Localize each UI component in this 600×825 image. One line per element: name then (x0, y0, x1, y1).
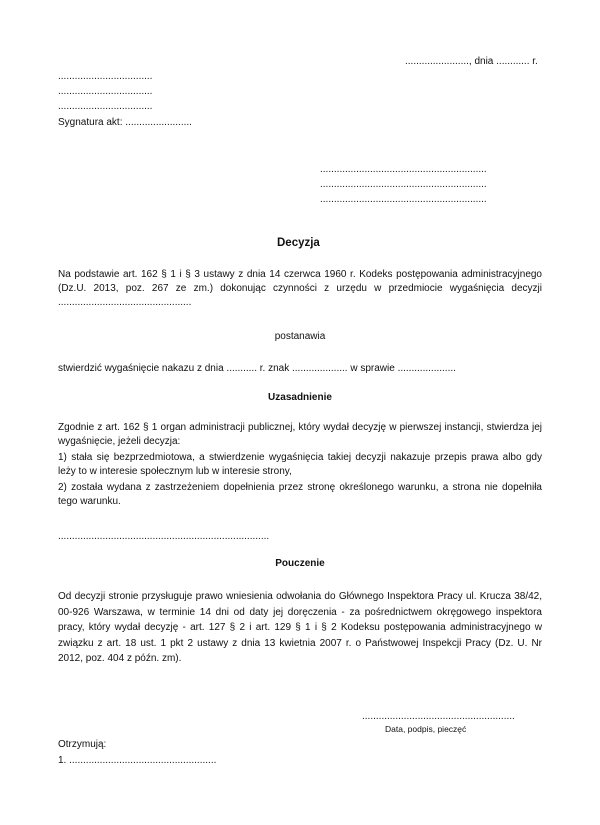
case-reference-label: Sygnatura akt: (58, 117, 123, 128)
postanawia-label: postanawia (274, 331, 326, 342)
sender-line-3: .................................. (58, 101, 153, 112)
justification-item-2: 2) została wydana z zastrzeżeniem dopełnienia przez stronę określonego warunku, a strona nie dopełniła tego warunku. (58, 482, 542, 507)
signature-caption: Data, podpis, pieczęć (385, 724, 467, 734)
signature-dots: ....................................................... (362, 711, 515, 722)
recipients-label: Otrzymują: (58, 739, 107, 750)
instruction-paragraph: Od decyzji stronie przysługuje prawo wniesienia odwołania do Głównego Inspektora Pracy ul. Krucza 38/42, 00-926 Warszawa, w terminie 14 dni od daty jej doręczenia - za pośrednictwem okręgowego inspektora pracy, który wydał decyzję - art. 127 § 2 i art. 129 § 1 i § 2 Kodeksu postępowania administracyjnego w związku z art. 18 ust. 1 pkt 2 ustawy z dnia 13 kwietnia 2007 r. o Państwowej Inspekcji Pracy (Dz. U. Nr 2012, poz. 404 z późn. zm). (58, 591, 542, 664)
case-reference-value: ........................ (125, 117, 192, 128)
instruction-heading: Pouczenie (275, 558, 325, 569)
recipient-line-1: ............................................................ (320, 164, 487, 175)
case-reference (58, 116, 192, 130)
justification-dots-line: ............................................................................ (58, 531, 270, 542)
recipients-item-1: 1. ..................................................... (58, 755, 217, 766)
justification-heading: Uzasadnienie (268, 392, 332, 403)
ruling-line: stwierdzić wygaśnięcie nakazu z dnia ........... r. znak .................... w sprawie ..................... (58, 363, 456, 374)
recipient-line-3: ............................................................ (320, 194, 487, 205)
sender-line-1: .................................. (58, 71, 153, 82)
recipient-line-2: ............................................................ (320, 179, 487, 190)
sender-line-2: .................................. (58, 86, 153, 97)
place-date-line: ......................., dnia ............ r. (405, 56, 538, 67)
document-title: Decyzja (277, 237, 320, 249)
justification-intro: Zgodnie z art. 162 § 1 organ administracji publicznej, który wydał decyzję w pierwszej instancji, stwierdza jej wygaśnięcie, jeżeli decyzja: (58, 422, 542, 447)
legal-basis-paragraph: Na podstawie art. 162 § 1 i § 3 ustawy z dnia 14 czerwca 1960 r. Kodeks postępowania administracyjnego (Dz.U. 2013, poz. 267 ze zm.) dokonując czynności z urzędu w przedmiocie wygaśnięcia decyzji ................................................ (58, 269, 542, 308)
justification-item-1: 1) stała się bezprzedmiotowa, a stwierdzenie wygaśnięcia takiej decyzji nakazuje przepis prawa albo gdy leży to w interesie społecznym lub w interesie strony, (58, 452, 542, 477)
